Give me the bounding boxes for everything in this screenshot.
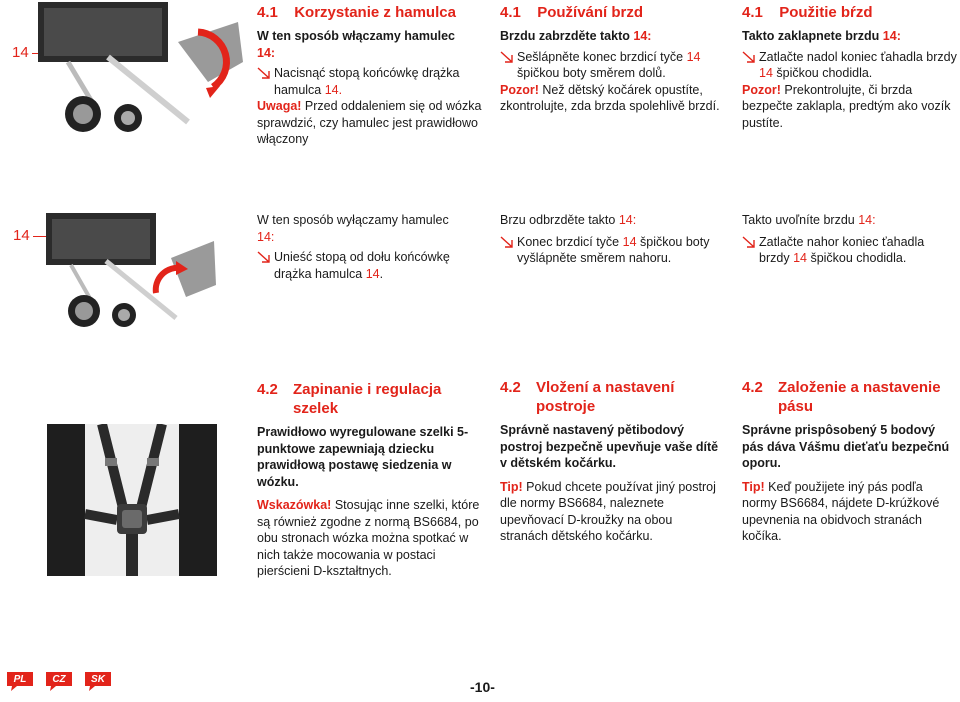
part-ref: 14	[793, 251, 807, 265]
intro-text: Brzu odbrzděte takto	[500, 213, 616, 227]
stroller-brake-off-photo	[46, 213, 217, 330]
section-title: Vložení a nastavení postroje	[536, 379, 675, 415]
part-ref: 14	[759, 66, 773, 80]
step-text: Sešlápněte konec brzdicí tyče	[517, 49, 684, 64]
intro-text: W ten sposób wyłączamy hamulec	[257, 213, 449, 227]
page-number: -10-	[470, 679, 495, 695]
intro-text: W ten sposób włączamy hamulec	[257, 29, 455, 43]
cz-brake-on-block	[500, 3, 720, 115]
cz-harness-block	[500, 378, 720, 545]
intro-line	[257, 212, 487, 245]
callout-number: 14	[12, 44, 29, 61]
pl-brake-off-block	[257, 212, 487, 282]
section-title: Založenie a nastavenie pásu	[778, 379, 941, 415]
colon: :	[647, 29, 652, 43]
section-title: Používání brzd	[537, 4, 644, 21]
tip-note	[500, 479, 720, 545]
section-heading	[500, 3, 720, 22]
part-ref: 14	[622, 234, 637, 249]
lang-code: CZ	[52, 674, 66, 685]
arrow-icon	[257, 250, 271, 264]
warning-note	[742, 82, 957, 132]
colon: :	[632, 213, 637, 227]
sk-brake-off-block	[742, 212, 957, 267]
intro-line	[257, 28, 487, 61]
lang-badge-pl	[5, 670, 35, 692]
instruction-step	[257, 65, 487, 98]
tip-label: Tip!	[742, 479, 765, 494]
instruction-step	[500, 234, 720, 267]
tip-text: Stosując inne szelki, które są również zgodne z normą BS6684, po obu stronach wózka można spotkać w nich także mocowania w postaci pierścieni D-kształtnych.	[257, 498, 480, 578]
cz-brake-off-block	[500, 212, 720, 267]
part-ref: 14	[365, 266, 380, 281]
step-text-cont: špičkou boty směrem dolů.	[517, 66, 666, 80]
section-heading	[257, 3, 487, 22]
step-text-cont: špičkou chodidla.	[806, 251, 907, 265]
intro-line	[500, 212, 720, 229]
section-heading	[500, 378, 720, 416]
section-number: 4.1	[257, 4, 278, 21]
intro-text: Brzdu zabrzděte takto	[500, 29, 630, 43]
instruction-step	[742, 234, 957, 267]
lead-paragraph: Prawidłowo wyregulowane szelki 5-punktowe zapewniają dziecku prawidłową postawę siedzenia w wózku.	[257, 425, 469, 489]
pl-brake-on-block	[257, 3, 487, 148]
lang-code: PL	[13, 674, 27, 685]
colon: :	[872, 213, 876, 227]
colon: :	[896, 29, 901, 43]
period: .	[338, 82, 343, 97]
instruction-step	[742, 49, 957, 82]
pl-harness-block	[257, 380, 482, 580]
part-ref: 14	[633, 29, 648, 43]
warning-label: Uwaga!	[257, 99, 302, 113]
arrow-icon	[742, 235, 756, 249]
section-number: 4.2	[742, 379, 763, 396]
tip-text: Keď použijete iný pás podľa normy BS6684, nájdete D-krúžkové upevnenia na obidvoch stranách kočíka.	[742, 479, 940, 543]
section-title: Zapinanie i regulacja szelek	[293, 381, 442, 417]
callout-number: 14	[13, 227, 30, 244]
intro-text: Takto uvoľníte brzdu	[742, 213, 855, 227]
lang-badge-cz	[44, 670, 74, 692]
instruction-step	[500, 49, 720, 82]
sk-brake-on-block	[742, 3, 957, 131]
warning-text: Przed oddaleniem się od wózka sprawdzić, czy hamulec jest prawidłowo włączony	[257, 99, 482, 146]
step-text: Konec brzdicí tyče	[517, 234, 620, 249]
tip-note	[257, 497, 482, 580]
colon: :	[270, 45, 276, 60]
section-heading	[742, 3, 957, 22]
arrow-icon	[500, 50, 514, 64]
section-title: Korzystanie z hamulca	[294, 4, 456, 21]
step-text: Nacisnąć stopą końcówkę drążka hamulca	[274, 66, 460, 97]
tip-label: Wskazówka!	[257, 498, 332, 512]
section-number: 4.1	[742, 4, 763, 21]
warning-note	[257, 98, 487, 148]
intro-line	[500, 28, 720, 45]
arrow-icon	[742, 50, 756, 64]
step-text: Zatlačte nadol koniec ťahadla brzdy	[759, 49, 957, 64]
warning-text: Prekontrolujte, či brzda bezpečte zaklapla, predtým ako vozík pustíte.	[742, 82, 951, 130]
intro-line	[742, 212, 957, 229]
harness-photo	[47, 424, 217, 576]
intro-text: Takto zaklapnete brzdu	[742, 29, 880, 43]
tip-label: Tip!	[500, 479, 523, 494]
warning-text: Než dětský kočárek opustíte, zkontrolujte, zda brzda spolehlivě brzdí.	[500, 82, 720, 113]
sk-harness-block	[742, 378, 957, 545]
part-ref: 14	[257, 45, 271, 60]
colon: :	[270, 229, 275, 244]
period: .	[379, 266, 384, 281]
part-ref: 14	[686, 49, 701, 64]
tip-text: Pokud chcete používat jiný postroj dle normy BS6684, naleznete upevňovací D-kroužky na obou stranách dětského kočárku.	[500, 479, 716, 543]
part-ref: 14	[257, 229, 271, 244]
intro-line	[742, 28, 957, 45]
lang-code: SK	[91, 674, 105, 685]
section-title: Použitie bŕzd	[779, 4, 873, 21]
part-ref: 14	[618, 213, 633, 227]
warning-label: Pozor!	[742, 82, 781, 97]
instruction-step	[257, 249, 487, 282]
arrow-icon	[500, 235, 514, 249]
section-number: 4.2	[257, 381, 278, 398]
warning-label: Pozor!	[500, 82, 539, 97]
section-number: 4.2	[500, 379, 521, 396]
step-text: Zatlačte nahor koniec ťahadla brzdy	[759, 234, 925, 265]
step-text-cont: špičkou chodidla.	[772, 66, 873, 80]
step-text-cont: špičkou boty vyšlápněte směrem nahoru.	[517, 234, 710, 265]
section-heading	[742, 378, 957, 416]
part-ref: 14	[882, 29, 897, 43]
lang-badge-sk	[83, 670, 113, 692]
lead-paragraph: Správně nastavený pětibodový postroj bezpečně upevňuje vaše dítě v dětském kočárku.	[500, 423, 719, 470]
part-ref: 14	[324, 82, 339, 97]
section-number: 4.1	[500, 4, 521, 21]
tip-note	[742, 479, 957, 545]
stroller-brake-on-photo	[38, 2, 244, 134]
step-text: Unieść stopą od dołu końcówkę drążka hamulca	[274, 250, 450, 281]
arrow-icon	[257, 66, 271, 80]
lead-paragraph: Správne prispôsobený 5 bodový pás dáva Vášmu dieťaťu bezpečnú oporu.	[742, 423, 950, 470]
section-heading	[257, 380, 482, 418]
part-ref: 14	[858, 213, 873, 227]
warning-note	[500, 82, 720, 115]
